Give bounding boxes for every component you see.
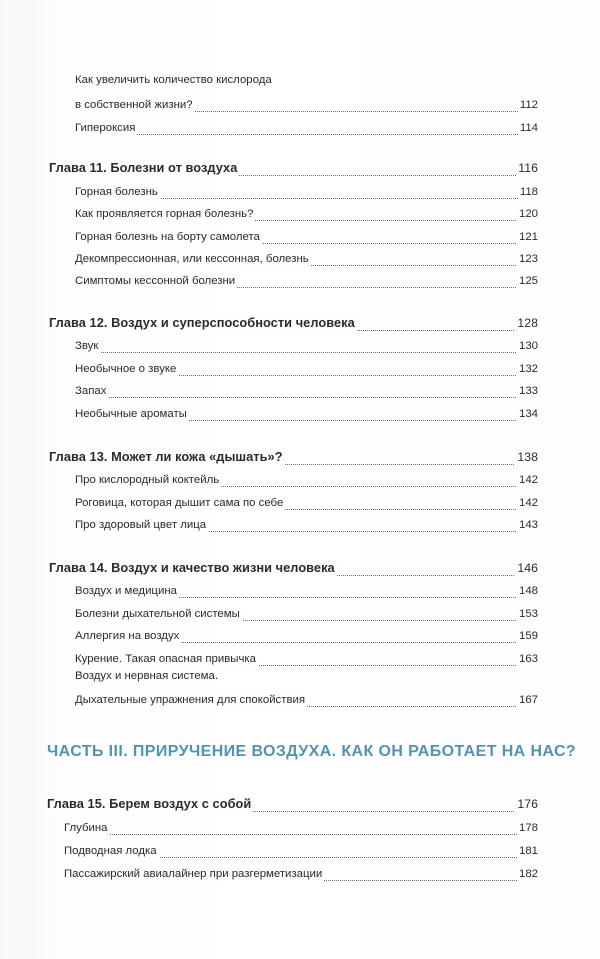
entry-title: Про кислородный коктейль <box>75 474 220 486</box>
entry-title: Симптомы кессонной болезни <box>75 275 236 287</box>
entry-title: Про здоровый цвет лица <box>75 519 207 531</box>
toc-entry <box>0 817 600 835</box>
entry-title: Как проявляется горная болезнь? <box>75 208 254 220</box>
page-number: 134 <box>518 408 538 420</box>
toc-entry <box>0 270 600 288</box>
entry-title: Горная болезнь <box>75 186 158 198</box>
dot-leader <box>75 134 538 135</box>
toc-entry <box>0 689 600 707</box>
toc-entry <box>0 358 600 376</box>
page-number: 146 <box>517 561 538 575</box>
entry-title: Необычные ароматы <box>75 408 187 420</box>
entry-title: Необычное о звуке <box>75 363 177 375</box>
page-number: 163 <box>518 653 538 665</box>
entry-title: Курение. Такая опасная привычка <box>75 653 256 665</box>
entry-title: Подводная лодка <box>64 845 157 857</box>
chapter-title: Глава 11. Болезни от воздуха <box>49 160 238 175</box>
toc-entry <box>0 863 600 881</box>
toc-entry <box>0 514 600 532</box>
entry-title: Воздух и медицина <box>75 585 177 597</box>
entry-title: в собственной жизни? <box>75 99 193 111</box>
page-number: 121 <box>518 231 538 243</box>
page-number: 114 <box>519 122 538 134</box>
toc-entry <box>0 248 600 266</box>
toc-entry <box>0 580 600 598</box>
page-number: 133 <box>518 385 538 397</box>
chapter-title: Глава 15. Берем воздух с собой <box>47 796 252 811</box>
entry-title: Роговица, которая дышит сама по себе <box>75 497 284 509</box>
page-number: 123 <box>518 253 538 265</box>
dot-leader <box>75 397 538 398</box>
entry-title: Гипероксия <box>75 122 136 134</box>
page-number: 181 <box>518 845 538 857</box>
entry-title: Глубина <box>64 822 108 834</box>
page-number: 142 <box>518 474 538 486</box>
chapter-13-entry <box>0 447 600 465</box>
chapter-title: Глава 14. Воздух и качество жизни человека <box>49 560 335 575</box>
entry-title: Декомпрессионная, или кессонная, болезнь <box>75 253 309 265</box>
toc-entry <box>0 181 600 199</box>
page-number: 112 <box>519 99 538 111</box>
entry-title: Дыхательные упражнения для спокойствия <box>75 694 306 706</box>
toc-entry <box>0 94 600 112</box>
chapter-11-entry <box>0 158 600 176</box>
entry-title: Звук <box>75 340 99 352</box>
toc-entry <box>0 840 600 858</box>
page-number: 159 <box>518 630 538 642</box>
page-number: 142 <box>518 497 538 509</box>
page-number: 138 <box>517 450 538 464</box>
page-number: 153 <box>518 608 538 620</box>
toc-entry <box>0 648 600 666</box>
page-number: 167 <box>518 694 538 706</box>
toc-entry <box>0 492 600 510</box>
toc-entry-nervous-line1: Воздух и нервная система. <box>75 670 218 682</box>
toc-entry <box>0 226 600 244</box>
chapter-12-entry <box>0 313 600 331</box>
toc-entry <box>0 469 600 487</box>
page-number: 182 <box>518 868 538 880</box>
entry-title: Пассажирский авиалайнер при разгерметизации <box>64 868 323 880</box>
page-number: 148 <box>518 585 538 597</box>
page-number: 130 <box>518 340 538 352</box>
entry-title: Болезни дыхательной системы <box>75 608 240 620</box>
entry-title: Запах <box>75 385 107 397</box>
page-number: 116 <box>518 161 538 175</box>
page-number: 125 <box>518 275 538 287</box>
dot-leader <box>64 834 538 835</box>
page-number: 120 <box>518 208 538 220</box>
page-number: 128 <box>517 316 538 330</box>
page-number: 118 <box>519 186 538 198</box>
dot-leader <box>75 352 538 353</box>
toc-entry <box>0 403 600 421</box>
chapter-14-entry <box>0 558 600 576</box>
page-number: 178 <box>518 822 538 834</box>
entry-title: Аллергия на воздух <box>75 630 180 642</box>
page-number: 176 <box>517 797 538 811</box>
toc-entry-oxygen-line1: Как увеличить количество кислорода <box>75 74 272 86</box>
toc-entry <box>0 380 600 398</box>
page-number: 143 <box>518 519 538 531</box>
entry-title: Горная болезнь на борту самолета <box>75 231 260 243</box>
toc-entry <box>0 117 600 135</box>
chapter-title: Глава 13. Может ли кожа «дышать»? <box>49 449 283 464</box>
chapter-title: Глава 12. Воздух и суперспособности человека <box>49 315 355 330</box>
part-heading: ЧАСТЬ III. ПРИРУЧЕНИЕ ВОЗДУХА. КАК ОН РАБОТАЕТ НА НАС? <box>47 743 577 760</box>
chapter-15-entry <box>0 794 600 812</box>
toc-entry <box>0 335 600 353</box>
toc-entry <box>0 603 600 621</box>
toc-entry <box>0 625 600 643</box>
toc-entry <box>0 203 600 221</box>
page-number: 132 <box>518 363 538 375</box>
